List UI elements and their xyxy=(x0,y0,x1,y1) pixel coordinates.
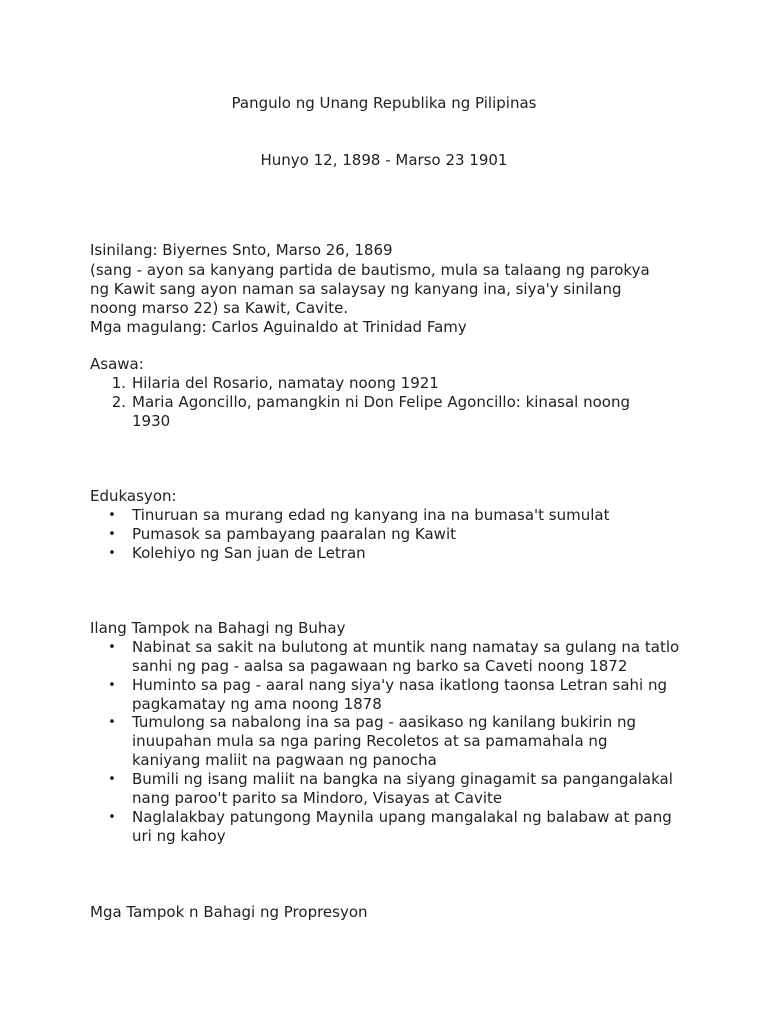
bullet-icon: • xyxy=(108,772,116,787)
list-item: Kolehiyo ng San juan de Letran xyxy=(132,544,366,562)
birth-line: Isinilang: Biyernes Snto, Marso 26, 1869 xyxy=(90,241,393,259)
parents-line: Mga magulang: Carlos Aguinaldo at Trinidad Famy xyxy=(90,318,467,336)
spouse-heading: Asawa: xyxy=(90,355,144,373)
list-item: Bumili ng isang maliit na bangka na siyang ginagamit sa pangangalakal nang paroo't parito sa Mindoro, Visayas at Cavite xyxy=(132,770,673,807)
profession-heading: Mga Tampok n Bahagi ng Propresyon xyxy=(90,903,368,921)
birth-note-line: noong marso 22) sa Kawit, Cavite. xyxy=(90,299,349,317)
bullet-icon: • xyxy=(108,678,116,693)
bullet-icon: • xyxy=(108,546,116,561)
term-dates: Hunyo 12, 1898 - Marso 23 1901 xyxy=(260,151,508,169)
bullet-icon: • xyxy=(108,640,116,655)
document-title: Pangulo ng Unang Republika ng Pilipinas xyxy=(231,94,537,112)
list-item: Huminto sa pag - aaral nang siya'y nasa ikatlong taonsa Letran sahi ng pagkamatay ng ama noong 1878 xyxy=(132,676,667,713)
list-number: 2. xyxy=(111,393,126,411)
birth-note-line: ng Kawit sang ayon naman sa salaysay ng kanyang ina, siya'y sinilang xyxy=(90,280,622,298)
list-number: 1. xyxy=(111,374,126,392)
highlights-heading: Ilang Tampok na Bahagi ng Buhay xyxy=(90,619,346,637)
bullet-icon: • xyxy=(108,508,116,523)
bullet-icon: • xyxy=(108,527,116,542)
bullet-icon: • xyxy=(108,810,116,825)
birth-note-line: (sang - ayon sa kanyang partida de bautismo, mula sa talaang ng parokya xyxy=(90,261,650,279)
list-item: Nabinat sa sakit na bulutong at muntik nang namatay sa gulang na tatlo sanhi ng pag - aalsa sa pagawaan ng barko sa Caveti noong 1872 xyxy=(132,638,680,675)
bullet-icon: • xyxy=(108,715,116,730)
list-item: Pumasok sa pambayang paaralan ng Kawit xyxy=(132,525,456,543)
education-heading: Edukasyon: xyxy=(90,487,177,505)
list-item: Tinuruan sa murang edad ng kanyang ina na bumasa't sumulat xyxy=(132,506,610,524)
list-item: Tumulong sa nabalong ina sa pag - aasikaso ng kanilang bukirin ng inuupahan mula sa nga paring Recoletos at sa pamamahala ng kaniyang maliit na pagwaan ng panocha xyxy=(132,713,637,769)
list-item: Maria Agoncillo, pamangkin ni Don Felipe Agoncillo: kinasal noong 1930 xyxy=(132,393,630,430)
list-item: Naglalakbay patungong Maynila upang mangalakal ng balabaw at pang uri ng kahoy xyxy=(132,808,672,845)
list-item: Hilaria del Rosario, namatay noong 1921 xyxy=(132,374,439,392)
